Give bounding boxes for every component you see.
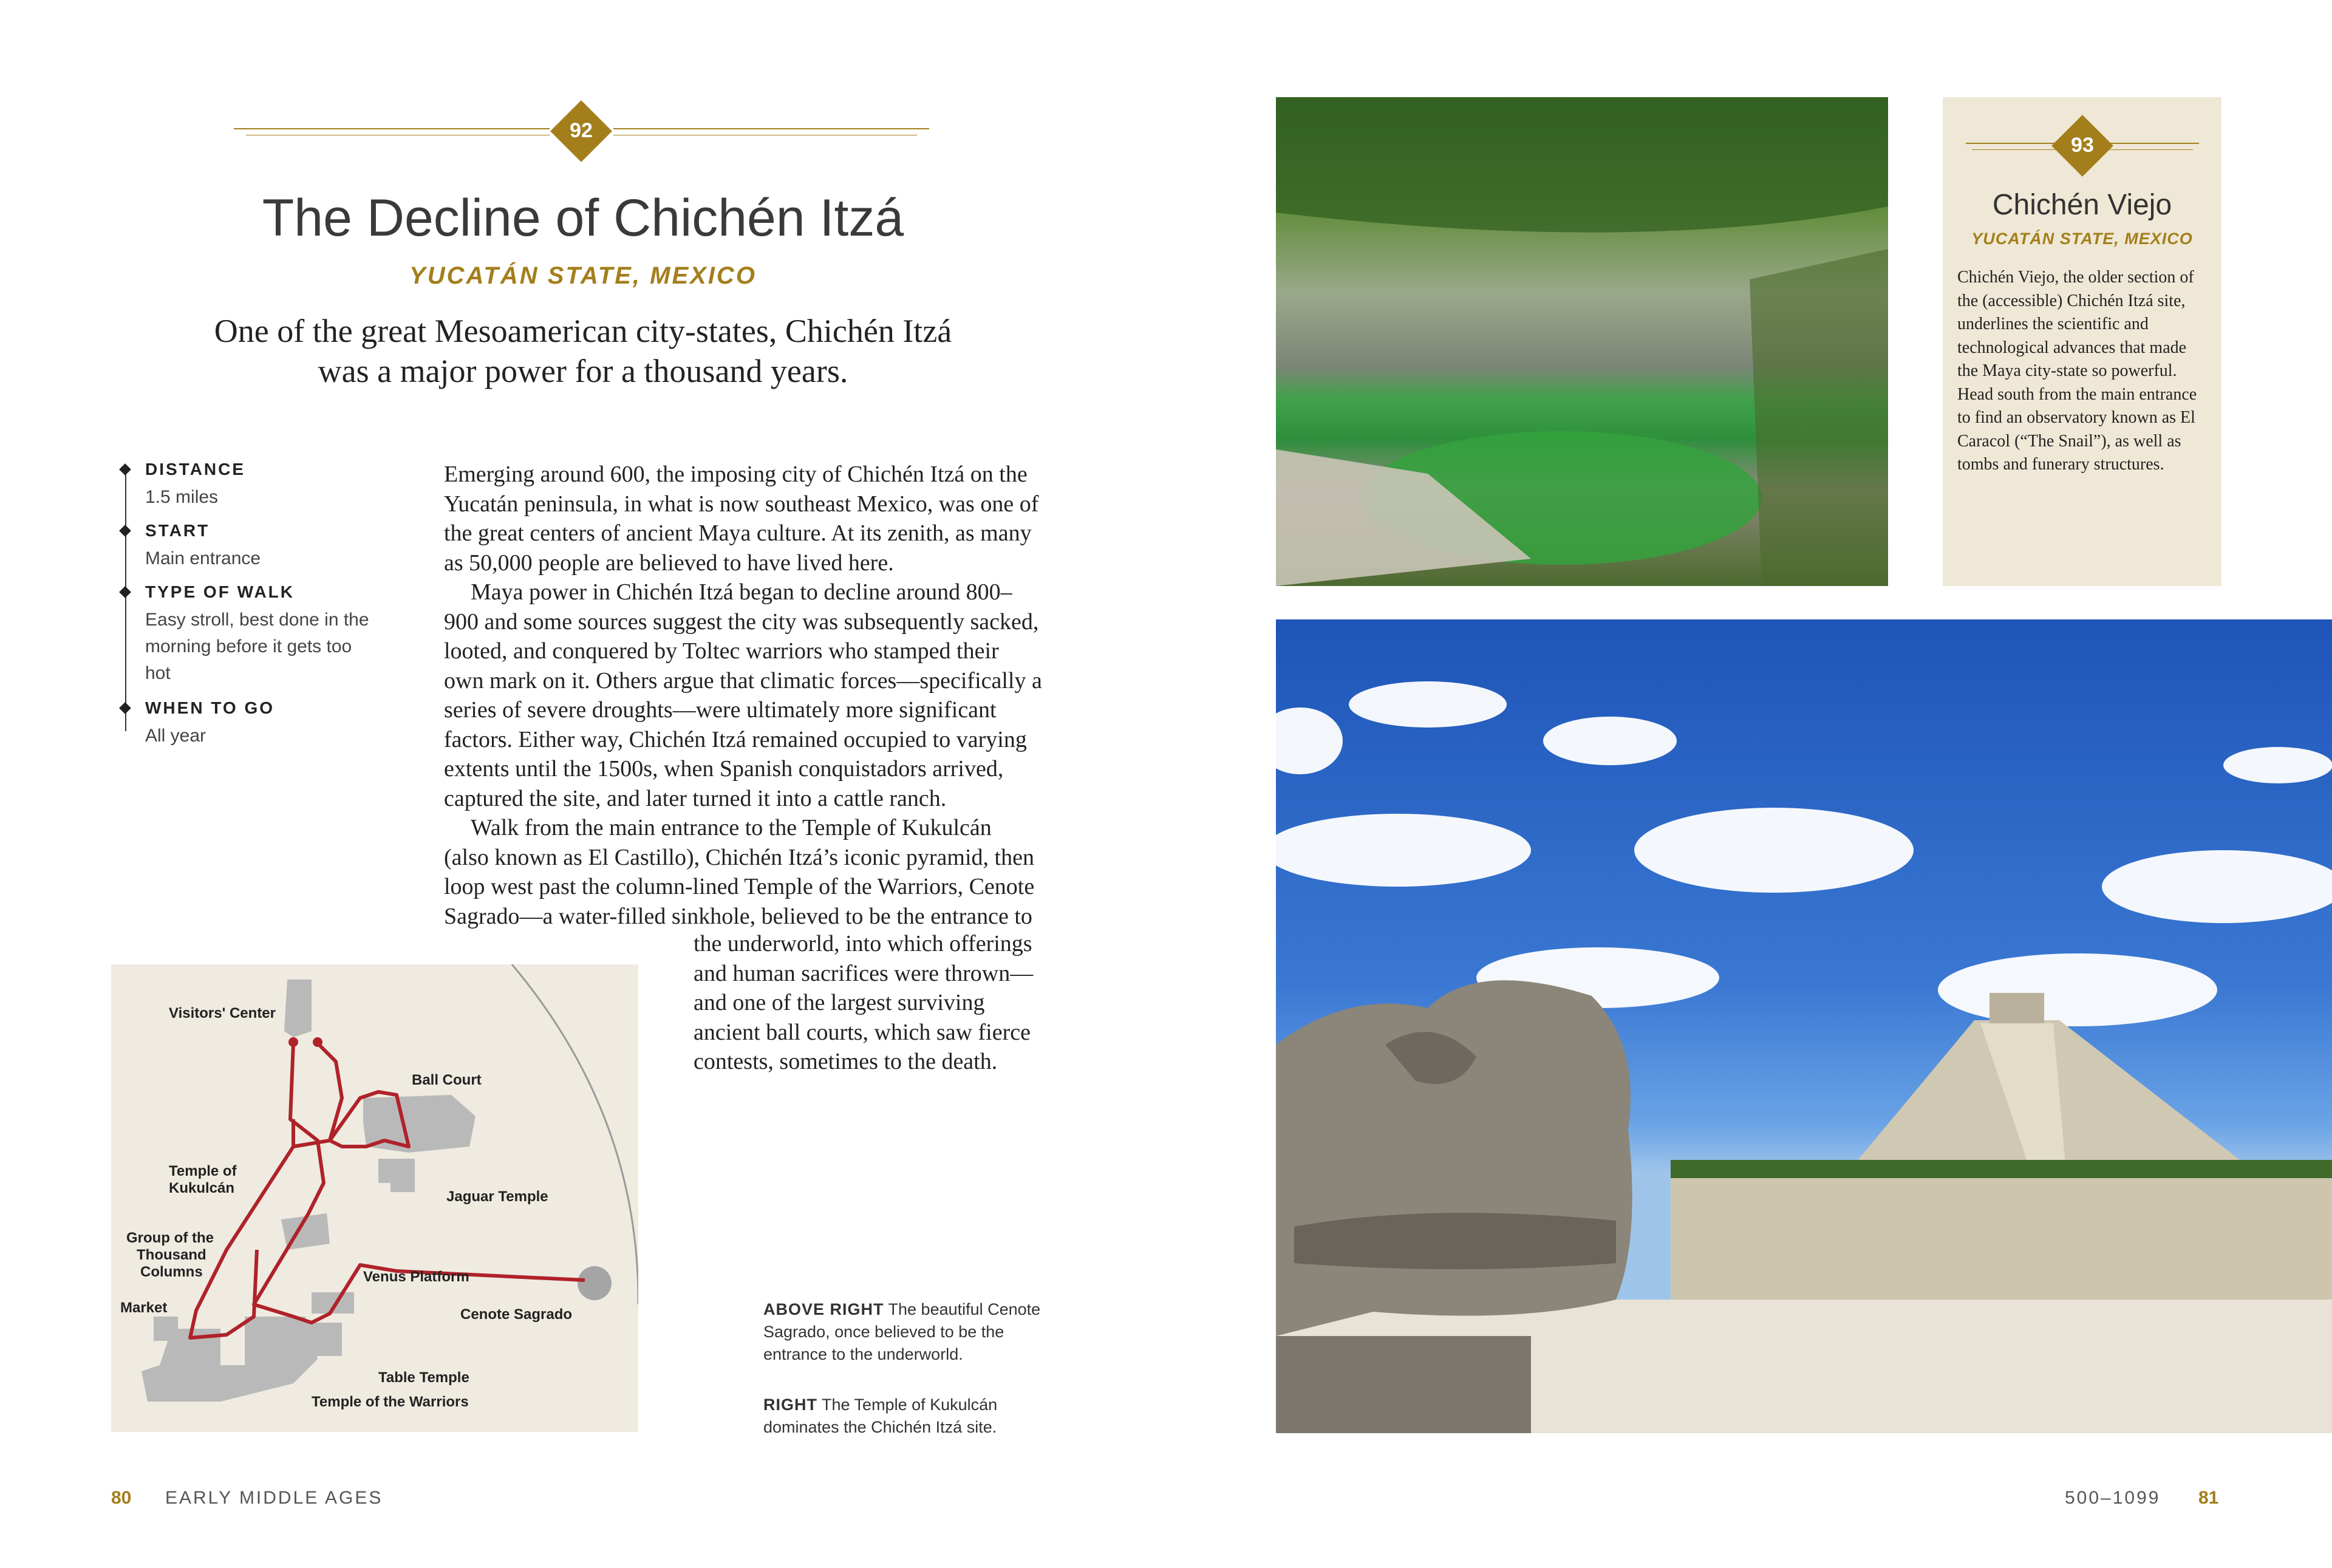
folio-section-left: EARLY MIDDLE AGES [165,1488,383,1508]
jaguar-temple-annex [390,1177,415,1192]
paragraph-2: Maya power in Chichén Itzá began to decline around 800–900 and some sources suggest the city was subsequently sacked, looted, and conquered by Toltec warriors who stamped their own mark on it. Others argue that climatic forces—specifically a series of severe droughts—were ultimately more significant factors. Either way, Chichén Itzá remained occupied to varying extents until the 1500s, when Spanish conquistadors arrived, captured the site, and later turned it into a cattle ranch. [444,579,1042,811]
folio-page-number-right: 81 [2198,1488,2219,1508]
route-west [190,1119,293,1338]
caption-text: The beautiful Cenote Sagrado, once believed to be the entrance to the underworld. [763,1300,1041,1363]
site-map [111,964,638,1432]
map-label-venus-platform: Venus Platform [363,1269,469,1285]
caption-lead: RIGHT [763,1396,817,1414]
caption-text: The Temple of Kukulcán dominates the Chichén Itzá site. [763,1396,998,1436]
visitors-center-building [284,980,312,1037]
fact-label: TYPE OF WALK [145,582,295,601]
map-label-kukulcan-2: Kukulcán [169,1180,235,1196]
map-label-temple-warriors: Temple of the Warriors [312,1394,469,1410]
diamond-bullet-icon [119,463,131,476]
fact-label: START [145,521,210,540]
caption-right [763,1394,1067,1439]
map-label-group-1: Group of the [126,1230,214,1246]
map-label-cenote-sagrado: Cenote Sagrado [460,1306,573,1323]
box-rule-left [1966,143,2057,144]
caption-above-right [763,1298,1067,1366]
box-rule-right [2108,143,2199,144]
map-label-ball-court: Ball Court [412,1072,482,1088]
fact-label: DISTANCE [145,460,246,479]
kukulcan-photo-art [1276,619,2332,1433]
subtitle [121,311,1045,391]
box-location: YUCATÁN STATE, MEXICO [1971,230,2193,248]
subtitle-line-2: was a major power for a thousand years. [318,353,848,389]
map-label-visitors-center: Visitors' Center [169,1005,276,1021]
cenote-photo [1276,97,1888,586]
header-rule-right [613,128,929,129]
map-label-group-2: Thousand [137,1247,206,1263]
cenote-sagrado-shape [578,1266,612,1300]
fact-value: All year [145,726,206,746]
box-text: Chichén Viejo, the older section of the (accessible) Chichén Itzá site, underlines the scientific and technological advances that made the Maya city-state so powerful. Head south from the main entrance to find an observatory known as El Caracol (“The Snail”), as well as tombs and funerary structures. [1957,268,2197,474]
map-label-jaguar-temple: Jaguar Temple [446,1188,548,1205]
paragraph-1: Emerging around 600, the imposing city of Chichén Itzá on the Yucatán peninsula, in what is now southeast Mexico, was one of the great centers of ancient Maya culture. At its zenith, as many as 50,000 people are believed to have lived here. [444,462,1039,576]
entry-number: 92 [570,119,593,142]
kukulcan-photo [1276,619,2332,1433]
subtitle-line-1: One of the great Mesoamerican city-states, Chichén Itzá [214,313,952,349]
box-rule-left-2 [1972,149,2057,150]
sidebar-box [1943,97,2221,586]
facts-timeline-line [125,471,126,731]
map-label-kukulcan-1: Temple of [169,1163,237,1179]
diamond-bullet-icon [119,525,131,537]
ball-court-building [363,1095,476,1153]
box-rule-right-2 [2108,149,2193,150]
cenote-photo-art [1276,97,1888,586]
fact-value: Main entrance [145,548,261,568]
diamond-bullet-icon [119,586,131,598]
caption-lead: ABOVE RIGHT [763,1300,884,1318]
location-label: YUCATÁN STATE, MEXICO [409,262,757,289]
table-temple-building [305,1323,342,1356]
map-label-table-temple: Table Temple [378,1369,469,1386]
map-label-group-3: Columns [140,1264,203,1280]
folio-page-number-left: 80 [111,1488,132,1508]
folio-section-right: 500–1099 [2065,1488,2161,1508]
body-text [444,460,1042,931]
header-rule-left [234,128,550,129]
paragraph-3: Walk from the main entrance to the Temple of Kukulcán (also known as El Castillo), Chichén Itzá’s iconic pyramid, then loop west past the column-lined Temple of the Warriors, Cenote Sagrado—a water-filled sinkhole, believed to be the entrance to [444,815,1035,929]
diamond-bullet-icon [119,702,131,714]
box-entry-number: 93 [2071,134,2094,157]
box-title: Chichén Viejo [1992,189,2172,221]
page-title: The Decline of Chichén Itzá [262,189,904,247]
route-link [293,1140,330,1147]
site-map-svg [111,964,638,1432]
fact-value: Easy stroll, best done in the morning before it gets too hot [145,610,369,683]
fact-label: WHEN TO GO [145,698,275,717]
market-building [154,1317,178,1341]
route-dots [288,1037,322,1047]
facts-sidebar [118,457,404,748]
body-text-wrap: the underworld, into which offerings and human sacrifices were thrown—and one of the largest surviving ancient ball courts, which saw fierce contests, sometimes to the death. [694,931,1034,1074]
fact-value: 1.5 miles [145,487,219,507]
site-boundary-line [512,964,638,1304]
map-label-market: Market [120,1300,168,1316]
